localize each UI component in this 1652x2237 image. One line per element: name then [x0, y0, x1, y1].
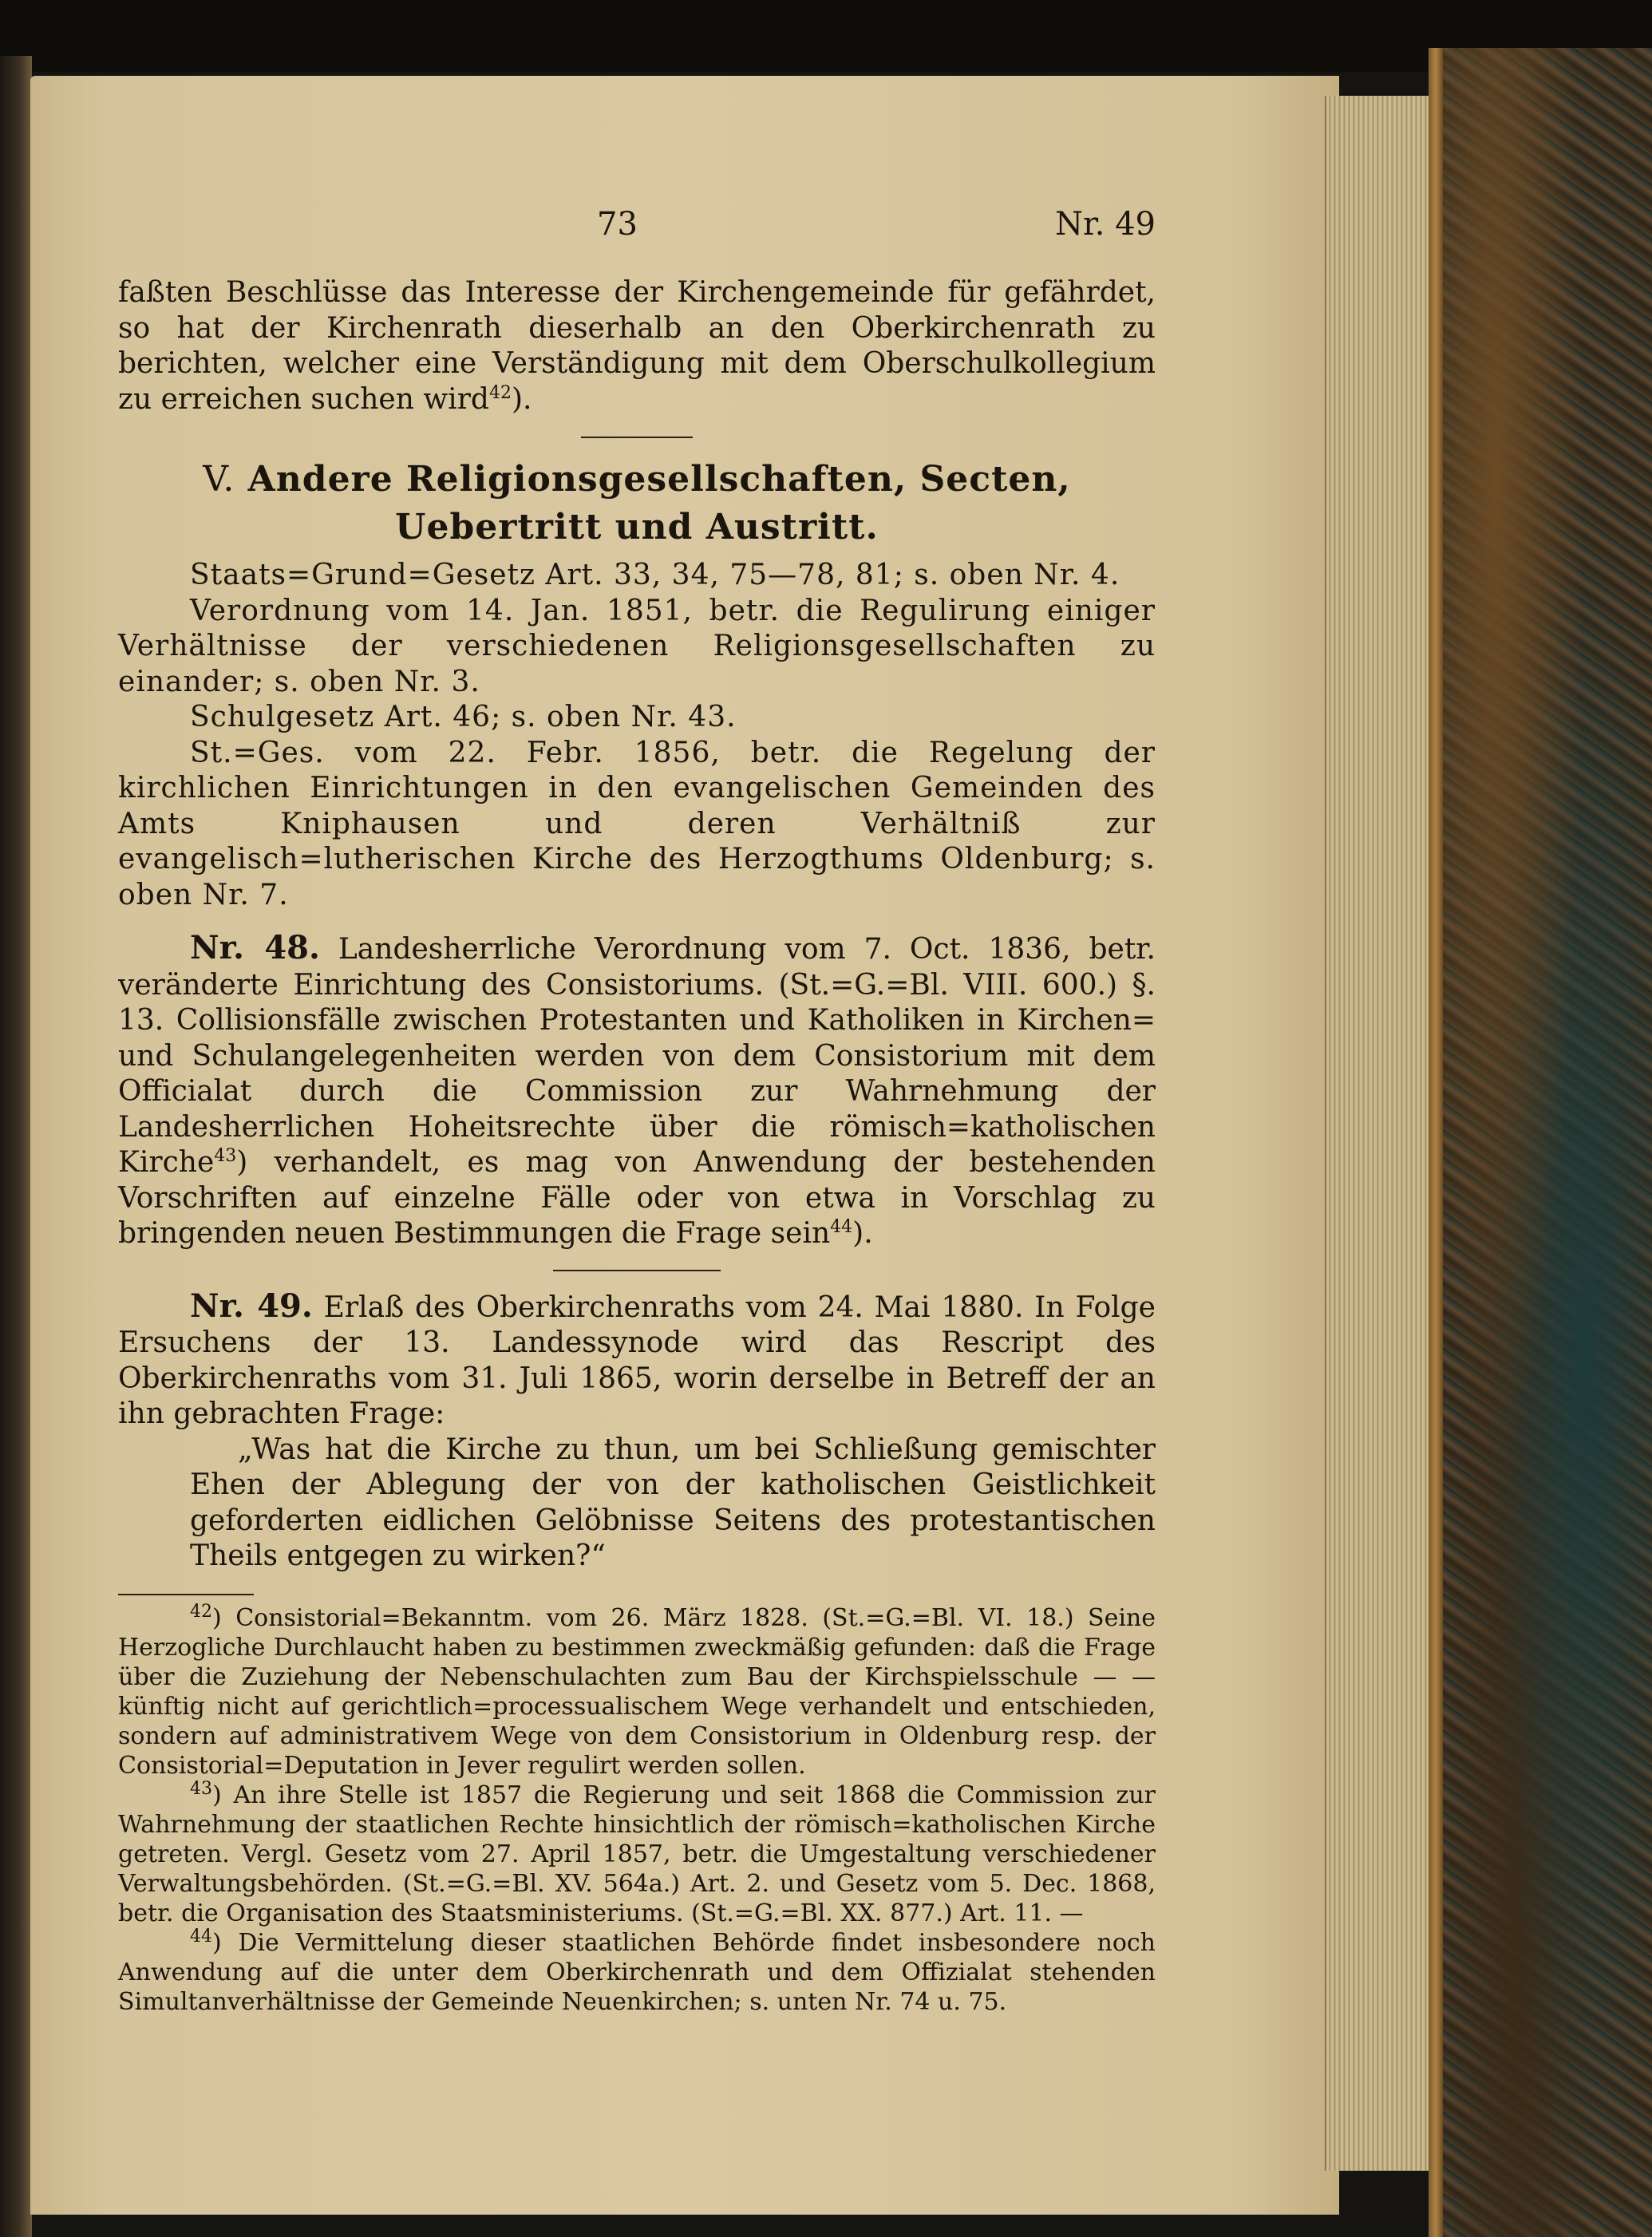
cover-spine-edge [1429, 48, 1443, 2237]
footnote-number: 42 [190, 1601, 212, 1622]
paragraph-continuation [118, 275, 1156, 417]
reference-item: Staats=Grund=Gesetz Art. 33, 34, 75—78, 81; s. oben Nr. 4. [190, 559, 1120, 591]
section-number: V. [203, 459, 235, 500]
footnote-text: ) Consistorial=Bekanntm. vom 26. März 1828. (St.=G.=Bl. VI. 18.) Seine Herzogliche Durchlaucht haben zu bestimmen zweckmäßig gefunden: daß die Frage über die Zuziehung der Nebenschulachten zum Bau der Kirchspielsschule — — künftig nicht auf gerichtlich=processualischem Wege verhandelt und entschieden, sondern auf administrativem Wege von dem Consistorium in Oldenburg resp. der Consistorial=Deputation in Jever regulirt werden sollen. [118, 1603, 1156, 1780]
reference-item: Verordnung vom 14. Jan. 1851, betr. die Regulirung einiger Verhältnisse der verschiedenen Religionsgesellschaften zu einander; s. oben Nr. 3. [118, 594, 1156, 698]
paragraph-end: ). [511, 382, 532, 416]
footnote-text: ) Die Vermittelung dieser staatlichen Behörde findet insbesondere noch Anwendung auf die unter dem Oberkirchenrath und dem Offizialat stehenden Simultanverhältnisse der Gemeinde Neuenkirchen; s. unten Nr. 74 u. 75. [118, 1928, 1156, 2016]
footnote-ref-43[interactable]: 43 [214, 1146, 237, 1166]
paragraph-text: faßten Beschlüsse das Interesse der Kirchengemeinde für gefährdet, so hat der Kirchenrath dieserhalb an den Oberkirchenrath zu berichten, welcher eine Verständigung mit dem Oberschulkollegium zu erreichen suchen wird [118, 276, 1156, 416]
footnote-44 [118, 1928, 1156, 2017]
section-divider [581, 437, 693, 438]
entry-divider [553, 1270, 721, 1271]
entry-text: Erlaß des Oberkirchenraths vom 24. Mai 1880. In Folge Ersuchens der 13. Landessynode wird das Rescript des Oberkirchenraths vom 31. Juli 1865, worin derselbe in Betreff der an ihn gebrachten Frage: [118, 1290, 1156, 1430]
quoted-question: „Was hat die Kirche zu thun, um bei Schließung gemischter Ehen der Ablegung der von der katholischen Geistlichkeit geforderten eidlichen Gelöbnisse Seitens des protestantischen Theils entgegen zu wirken?“ [190, 1433, 1156, 1572]
footnote-text: ) An ihre Stelle ist 1857 die Regierung und seit 1868 die Commission zur Wahrnehmung der staatlichen Rechte hinsichtlich der römisch=katholischen Kirche getreten. Vergl. Gesetz vom 27. April 1857, betr. die Umgestaltung verschiedener Verwaltungsbehörden. (St.=G.=Bl. XV. 564a.) Art. 2. und Gesetz vom 5. Dec. 1868, betr. die Organisation des Staatsministeriums. (St.=G.=Bl. XX. 877.) Art. 11. — [118, 1781, 1156, 1927]
page-header [118, 206, 1156, 254]
entry-label: Nr. 48. [190, 929, 320, 966]
footnote-divider [118, 1594, 254, 1595]
reference-item: Schulgesetz Art. 46; s. oben Nr. 43. [190, 701, 737, 733]
footnote-42 [118, 1603, 1156, 1781]
section-heading [118, 456, 1156, 551]
entry-text: Landesherrliche Verordnung vom 7. Oct. 1836, betr. veränderte Einrichtung des Consistoriums. (St.=G.=Bl. VIII. 600.) §. 13. Collisionsfälle zwischen Protestanten und Katholiken in Kirchen= und Schulangelegenheiten werden von dem Consistorium mit dem Officialat durch die Commission zur Wahrnehmung der Landesherrlichen Hoheitsrechte über die römisch=katholischen Kirche [118, 933, 1156, 1179]
entry-label: Nr. 49. [190, 1286, 313, 1325]
top-background [0, 0, 1652, 72]
footnote-ref-44[interactable]: 44 [830, 1217, 853, 1237]
footnote-ref-42[interactable]: 42 [488, 382, 512, 403]
page-stack-edge [1325, 96, 1430, 2171]
left-page-edge [0, 56, 32, 2237]
entry-end: ). [852, 1217, 873, 1250]
reference-item: St.=Ges. vom 22. Febr. 1856, betr. die Regelung der kirchlichen Einrichtungen in den evangelischen Gemeinden des Amts Kniphausen und deren Verhältniß zur evangelisch=lutherischen Kirche des Herzogthums Oldenburg; s. oben Nr. 7. [118, 736, 1156, 911]
entry-nr-49 [118, 1286, 1156, 1433]
page-body [118, 275, 1156, 2017]
page-number: 73 [597, 206, 638, 243]
running-head: Nr. 49 [1054, 206, 1156, 243]
entry-nr-48 [118, 931, 1156, 1252]
entry-text: ) verhandelt, es mag von Anwendung der bestehenden Vorschriften auf einzelne Fälle oder von etwa in Vorschlag zu bringenden neuen Bestimmungen die Frage sein [118, 1146, 1156, 1250]
footnote-number: 43 [190, 1778, 212, 1799]
footnote-number: 44 [190, 1926, 212, 1947]
footnotes [118, 1603, 1156, 2017]
marbled-cover [1429, 48, 1652, 2237]
section-title: Andere Religionsgesellschaften, Secten, Uebertritt und Austritt. [247, 459, 1071, 547]
footnote-43 [118, 1778, 1156, 1928]
